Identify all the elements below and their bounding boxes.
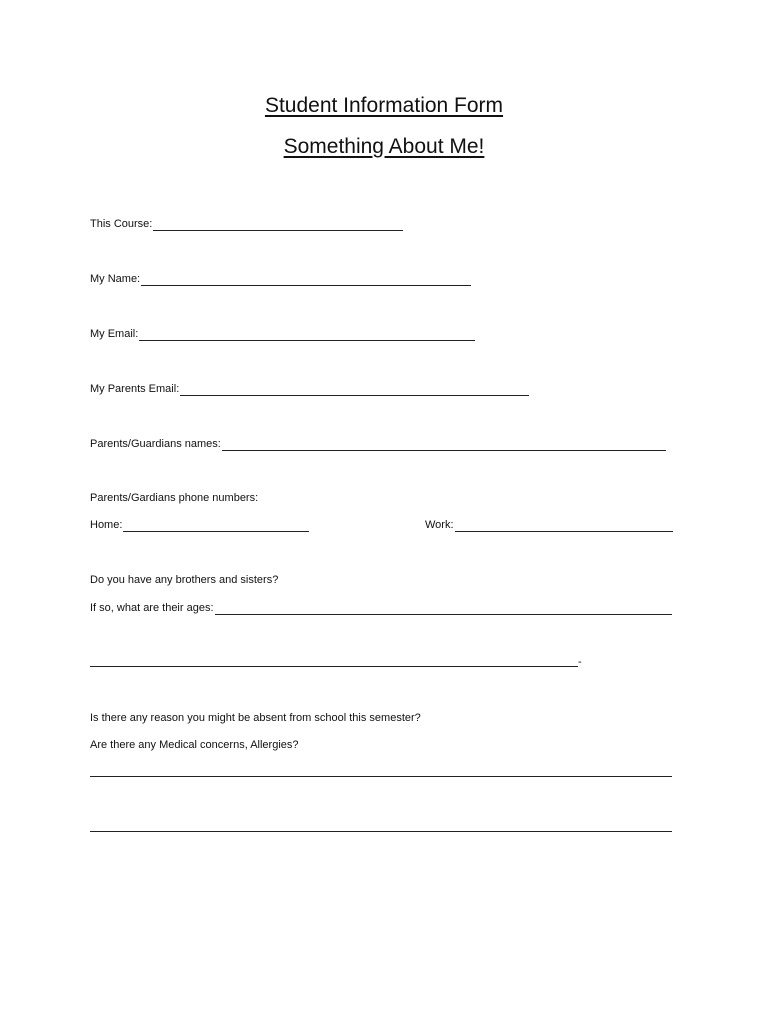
work-phone-label: Work:	[425, 519, 454, 531]
answer-line-1[interactable]	[90, 776, 672, 777]
email-label: My Email:	[90, 328, 139, 340]
parents-email-field[interactable]	[180, 384, 529, 396]
form-title: Student Information Form	[264, 94, 504, 117]
email-field[interactable]	[139, 329, 475, 341]
siblings-ages-end-mark: -	[578, 656, 582, 668]
guardian-names-label: Parents/Guardians names:	[90, 438, 221, 450]
work-phone-field[interactable]	[455, 520, 673, 532]
siblings-ages-label: If so, what are their ages:	[90, 602, 214, 614]
siblings-question: Do you have any brothers and sisters?	[90, 574, 279, 586]
home-phone-label: Home:	[90, 519, 123, 531]
parents-email-row	[90, 382, 529, 396]
form-subtitle: Something About Me!	[283, 135, 485, 158]
siblings-ages-continuation-field[interactable]	[90, 666, 578, 667]
email-row	[90, 327, 475, 341]
home-phone-row	[90, 518, 309, 532]
guardian-names-field[interactable]	[222, 439, 666, 451]
phone-heading: Parents/Gardians phone numbers:	[90, 492, 259, 504]
course-row	[90, 217, 403, 231]
work-phone-row	[425, 518, 673, 532]
absent-question: Is there any reason you might be absent from school this semester?	[90, 712, 421, 724]
home-phone-field[interactable]	[123, 520, 309, 532]
siblings-ages-row	[90, 601, 672, 615]
name-field[interactable]	[141, 274, 471, 286]
name-label: My Name:	[90, 273, 141, 285]
answer-line-2[interactable]	[90, 831, 672, 832]
siblings-ages-field[interactable]	[215, 603, 672, 615]
course-field[interactable]	[153, 219, 403, 231]
guardian-names-row	[90, 437, 666, 451]
name-row	[90, 272, 471, 286]
parents-email-label: My Parents Email:	[90, 383, 180, 395]
medical-question: Are there any Medical concerns, Allergies?	[90, 739, 299, 751]
course-label: This Course:	[90, 218, 153, 230]
